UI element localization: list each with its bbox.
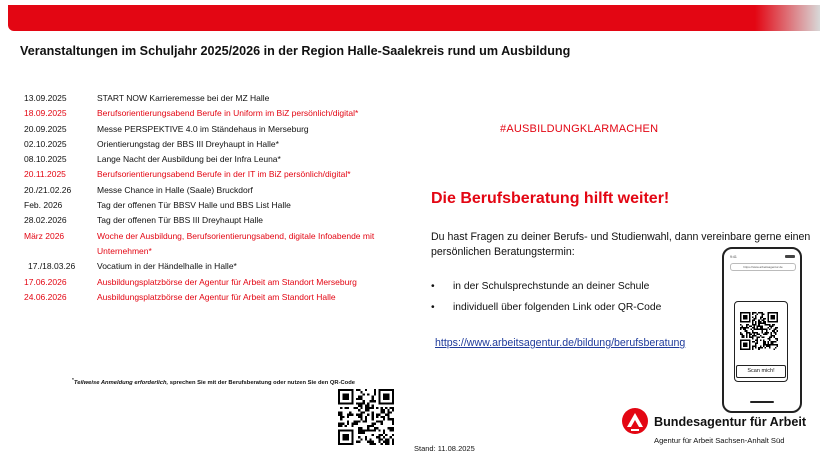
event-date: 02.10.2025 (24, 138, 67, 149)
footnote-rest: sprechen Sie mit der Berufsberatung oder nutzen Sie den QR-Code (168, 379, 355, 386)
bullet-text: individuell über folgenden Link oder QR-Code (453, 302, 662, 313)
page-title: Veranstaltungen im Schuljahr 2025/2026 in der Region Halle-Saalekreis rund um Ausbildung (20, 44, 571, 58)
event-date: 13.09.2025 (24, 93, 67, 103)
ba-logo-icon (622, 408, 648, 434)
event-date: 17.06.2026 (24, 276, 67, 287)
event-row (24, 167, 404, 182)
qr-code-left[interactable] (338, 389, 394, 445)
berufsberatung-link[interactable]: https://www.arbeitsagentur.de/bildung/berufsberatung (435, 337, 686, 349)
event-row (24, 229, 404, 260)
logo-name: Bundesagentur für Arbeit (654, 415, 807, 429)
event-text: Lange Nacht der Ausbildung bei der Infra Leuna* (97, 154, 281, 165)
event-date: 20.09.2025 (24, 123, 67, 134)
bullet-icon: • (431, 302, 435, 313)
event-text: Tag der offenen Tür BBSV Halle und BBS List Halle (97, 200, 291, 211)
event-text: Orientierungstag der BBS III Dreyhaupt in Halle* (97, 138, 279, 149)
event-row (24, 198, 404, 213)
event-row (24, 91, 404, 106)
event-text: Ausbildungsplatzbörse der Agentur für Arbeit am Standort Merseburg (97, 276, 357, 287)
bullet-item (431, 276, 731, 297)
event-row (24, 183, 404, 198)
hashtag: #AUSBILDUNGKLARMACHEN (500, 123, 659, 135)
footnote-lead: Teilweise Anmeldung erforderlich, (73, 379, 169, 386)
event-row (24, 152, 404, 167)
event-row (24, 106, 404, 121)
event-text: Tag der offenen Tür BBS III Dreyhaupt Halle (97, 215, 264, 226)
event-date: Feb. 2026 (24, 200, 63, 211)
event-date: 17./18.03.26 (28, 261, 76, 272)
event-text: Berufsorientierungsabend Berufe in der IT im BiZ persönlich/digital* (97, 169, 351, 180)
scan-button[interactable]: Scan mich! (736, 365, 786, 378)
event-date: März 2026 (24, 230, 65, 241)
event-text: Vocatium in der Händelhalle in Halle* (97, 261, 237, 272)
event-row (24, 259, 404, 274)
event-row (24, 290, 404, 305)
qr-code-phone[interactable] (740, 312, 778, 350)
event-text: Woche der Ausbildung, Berufsorientierungsabend, digitale Infoabende mit Unternehmen* (97, 230, 375, 256)
headline: Die Berufsberatung hilft weiter! (431, 190, 670, 207)
event-date: 28.02.2026 (24, 215, 67, 226)
event-text: START NOW Karrieremesse bei der MZ Halle (97, 93, 270, 103)
battery-icon (785, 255, 795, 258)
header-red-bar (8, 5, 820, 31)
event-row (24, 137, 404, 152)
stand-date: Stand: 11.08.2025 (414, 444, 475, 453)
bullet-text: in der Schulsprechstunde an deiner Schule (453, 281, 650, 292)
logo-subtitle: Agentur für Arbeit Sachsen-Anhalt Süd (654, 436, 785, 445)
event-row (24, 275, 404, 290)
phone-time: 9:41 (730, 255, 737, 259)
bullet-item (431, 297, 731, 318)
event-text: Messe PERSPEKTIVE 4.0 im Ständehaus in Merseburg (97, 123, 309, 134)
event-date: 20.11.2025 (24, 169, 66, 180)
footnote: *Teilweise Anmeldung erforderlich, sprechen Sie mit der Berufsberatung oder nutzen Sie den QR-Code (72, 378, 355, 386)
event-row (24, 122, 404, 137)
event-text: Ausbildungsplatzbörse der Agentur für Arbeit am Standort Halle (97, 291, 336, 302)
event-text: Berufsorientierungsabend Berufe in Uniform im BiZ persönlich/digital* (97, 108, 359, 119)
event-list (24, 91, 404, 305)
event-text: Messe Chance in Halle (Saale) Bruckdorf (97, 184, 253, 195)
event-date: 20./21.02.26 (24, 184, 72, 195)
bullet-list (431, 276, 731, 318)
event-date: 18.09.2025 (24, 108, 67, 119)
phone-url-bar: https://www.arbeitsagentur.de (730, 263, 796, 271)
phone-home-bar (750, 401, 774, 403)
event-row (24, 213, 404, 228)
event-date: 24.06.2026 (24, 291, 67, 302)
intro-text: Du hast Fragen zu deiner Berufs- und Studienwahl, dann vereinbare gerne einen persönlichen Beratungstermin: (431, 231, 811, 258)
event-date: 08.10.2025 (24, 154, 67, 165)
bullet-icon: • (431, 281, 435, 292)
